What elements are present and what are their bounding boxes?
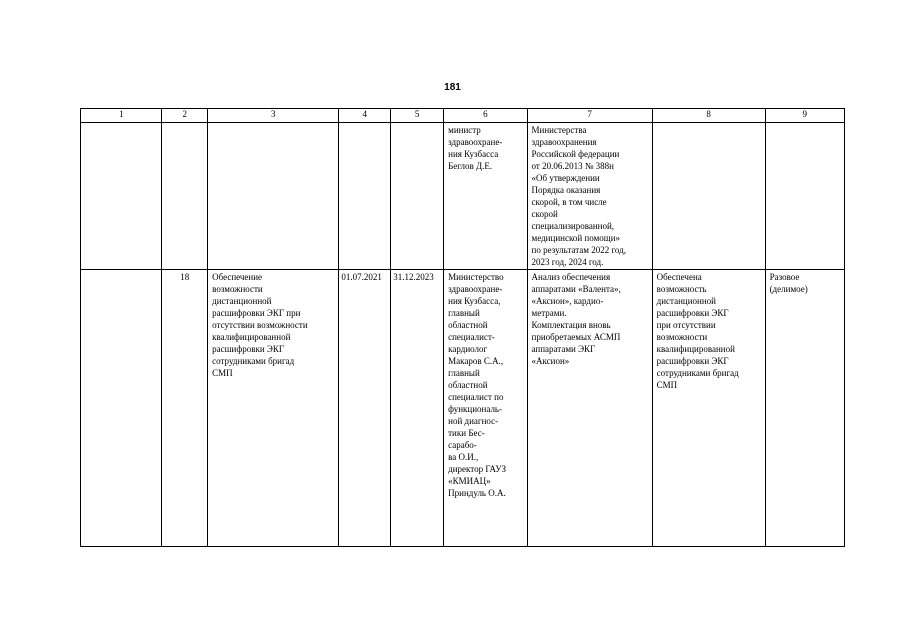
table-cell [339,123,391,270]
activity-cell: Анализ обеспечения аппаратами «Валента», «Аксион», кардио- метрами. Комплектация вновь приобретаемых АСМП аппаратами ЭКГ «Аксион» [527,270,652,547]
table-row [81,270,845,547]
frequency-cell: Разовое (делимое) [765,270,844,547]
column-header: 2 [162,109,208,123]
start-date-cell: 01.07.2021 [339,270,391,547]
column-header: 9 [765,109,844,123]
document-table [80,108,845,547]
column-header: 7 [527,109,652,123]
responsible-cell: министр здравоохране- ния Кузбасса Беглов Д.Е. [444,123,527,270]
table-cell [765,123,844,270]
table-cell [162,123,208,270]
table-cell [208,123,339,270]
column-header: 8 [652,109,765,123]
column-header: 6 [444,109,527,123]
table-row [81,123,845,270]
table-cell [391,123,444,270]
table-cell [81,270,162,547]
page-number: 181 [444,82,461,93]
table-header-row [81,109,845,123]
column-header: 4 [339,109,391,123]
end-date-cell: 31.12.2023 [391,270,444,547]
responsible-cell: Министерство здравоохране- ния Кузбасса, главный областной специалист- кардиолог Макаров С.А., главный областной специалист по функциональ- ной диагнос- тики Бес- сарабо- ва О.И., директор ГАУЗ «КМИАЦ» Приндуль О.А. [444,270,527,547]
column-header: 5 [391,109,444,123]
row-number-cell: 18 [162,270,208,547]
table-cell [652,123,765,270]
column-header: 3 [208,109,339,123]
result-cell: Обеспечена возможность дистанционной расшифровки ЭКГ при отсутствии возможности квалифицированной расшифровки ЭКГ сотрудниками бригад СМП [652,270,765,547]
measure-name-cell: Обеспечение возможности дистанционной расшифровки ЭКГ при отсутствии возможности квалифицированной расшифровки ЭКГ сотрудниками бригад СМП [208,270,339,547]
activity-cell: Министерства здравоохранения Российской федерации от 20.06.2013 № 388н «Об утверждении Порядка оказания скорой, в том числе скорой специализированной, медицинской помощи» по результатам 2022 год, 2023 год, 2024 год. [527,123,652,270]
table-cell [81,123,162,270]
column-header: 1 [81,109,162,123]
